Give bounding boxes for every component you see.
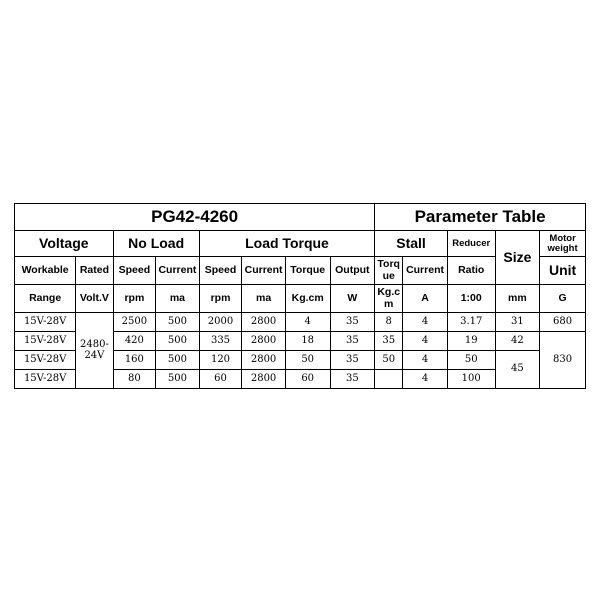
speed-cell: 60 bbox=[199, 370, 242, 389]
torque-cell: 60 bbox=[285, 370, 330, 389]
stall-current-cell: 4 bbox=[403, 332, 448, 351]
watt-unit: W bbox=[330, 285, 375, 313]
ma-unit: ma bbox=[242, 285, 286, 313]
output-cell: 35 bbox=[330, 313, 375, 332]
kgcm-unit: Kg.cm bbox=[285, 285, 330, 313]
table-row bbox=[15, 313, 586, 332]
weight-cell: 830 bbox=[540, 332, 586, 389]
stall-current-cell: 4 bbox=[403, 370, 448, 389]
volt-unit: Volt.V bbox=[76, 285, 113, 313]
stall-torque-cell: 8 bbox=[375, 313, 403, 332]
speed-cell: 2500 bbox=[113, 313, 156, 332]
unit-header: Unit bbox=[540, 257, 586, 285]
voltage-header: Voltage bbox=[15, 231, 114, 257]
output-cell: 35 bbox=[330, 351, 375, 370]
range-cell: 15V-28V bbox=[15, 332, 76, 351]
stall-header: Stall bbox=[375, 231, 448, 257]
ratio-header: Ratio bbox=[447, 257, 495, 285]
load-torque-header: Load Torque bbox=[199, 231, 374, 257]
current-cell: 2800 bbox=[242, 313, 286, 332]
ratio-unit: 1:00 bbox=[447, 285, 495, 313]
ma-unit: ma bbox=[156, 285, 200, 313]
stall-current-cell: 4 bbox=[403, 313, 448, 332]
speed-cell: 2000 bbox=[199, 313, 242, 332]
workable-header: Workable bbox=[15, 257, 76, 285]
stall-kgcm-unit: Kg.c m bbox=[375, 285, 403, 313]
no-load-header: No Load bbox=[113, 231, 199, 257]
current-cell: 2800 bbox=[242, 351, 286, 370]
rpm-unit: rpm bbox=[199, 285, 242, 313]
torque-header: Torque bbox=[285, 257, 330, 285]
weight-cell: 680 bbox=[540, 313, 586, 332]
stall-torque-cell: 50 bbox=[375, 351, 403, 370]
parameter-table bbox=[14, 203, 586, 389]
size-cell: 42 bbox=[495, 332, 540, 351]
current-cell: 500 bbox=[156, 351, 200, 370]
gram-unit: G bbox=[540, 285, 586, 313]
motor-weight-header: Motor weight bbox=[540, 231, 586, 257]
speed-cell: 120 bbox=[199, 351, 242, 370]
range-cell: 15V-28V bbox=[15, 313, 76, 332]
range-unit: Range bbox=[15, 285, 76, 313]
ratio-cell: 50 bbox=[447, 351, 495, 370]
torque-cell: 4 bbox=[285, 313, 330, 332]
units-row bbox=[15, 285, 586, 313]
parameter-table-title: Parameter Table bbox=[375, 204, 586, 231]
current-cell: 500 bbox=[156, 313, 200, 332]
ratio-cell: 3.17 bbox=[447, 313, 495, 332]
stall-torque-cell bbox=[375, 370, 403, 389]
rated-header: Rated bbox=[76, 257, 113, 285]
range-cell: 15V-28V bbox=[15, 351, 76, 370]
output-cell: 35 bbox=[330, 370, 375, 389]
speed-cell: 80 bbox=[113, 370, 156, 389]
model-title: PG42-4260 bbox=[15, 204, 375, 231]
title-row bbox=[15, 204, 586, 231]
stall-current-header: Current bbox=[403, 257, 448, 285]
torque-cell: 50 bbox=[285, 351, 330, 370]
speed-cell: 420 bbox=[113, 332, 156, 351]
speed-cell: 160 bbox=[113, 351, 156, 370]
stall-torque-cell: 35 bbox=[375, 332, 403, 351]
stall-torque-header: Torq ue bbox=[375, 257, 403, 285]
current-cell: 500 bbox=[156, 370, 200, 389]
size-header: Size bbox=[495, 231, 540, 285]
stall-current-cell: 4 bbox=[403, 351, 448, 370]
rpm-unit: rpm bbox=[113, 285, 156, 313]
current-cell: 2800 bbox=[242, 332, 286, 351]
torque-cell: 18 bbox=[285, 332, 330, 351]
range-cell: 15V-28V bbox=[15, 370, 76, 389]
current-cell: 2800 bbox=[242, 370, 286, 389]
rated-voltage-cell: 2480-24V bbox=[76, 313, 113, 389]
size-cell: 31 bbox=[495, 313, 540, 332]
speed-cell: 335 bbox=[199, 332, 242, 351]
reducer-header: Reducer bbox=[447, 231, 495, 257]
amp-unit: A bbox=[403, 285, 448, 313]
ratio-cell: 19 bbox=[447, 332, 495, 351]
size-cell: 45 bbox=[495, 351, 540, 389]
load-current-header: Current bbox=[242, 257, 286, 285]
load-speed-header: Speed bbox=[199, 257, 242, 285]
current-cell: 500 bbox=[156, 332, 200, 351]
no-load-current-header: Current bbox=[156, 257, 200, 285]
mm-unit: mm bbox=[495, 285, 540, 313]
output-header: Output bbox=[330, 257, 375, 285]
ratio-cell: 100 bbox=[447, 370, 495, 389]
output-cell: 35 bbox=[330, 332, 375, 351]
group-header-row bbox=[15, 231, 586, 257]
no-load-speed-header: Speed bbox=[113, 257, 156, 285]
